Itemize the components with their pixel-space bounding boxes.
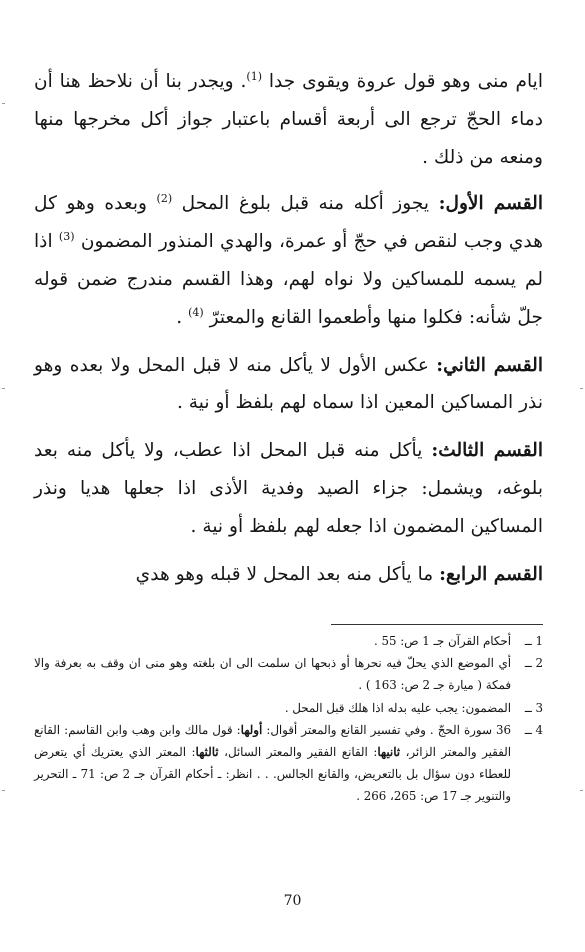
page-number: 70 xyxy=(283,893,302,909)
footnote-4-third-opinion: ثالثها xyxy=(195,745,219,760)
section-1-text-2: وبعده وهو كل هدي وجب لنقص في حجّ أو عمرة، والهدي المنذور المضمون xyxy=(34,193,544,253)
footnote-4 xyxy=(34,719,543,808)
section-4-text: ما يأكل منه بعد المحل لا قبله وهو هدي xyxy=(135,563,440,585)
section-2-text: عكس الأول لا يأكل منه لا قبل المحل ولا بعده وهو نذر المساكين المعين اذا سماه لهم بلفظ أو نية . xyxy=(34,354,543,414)
footnote-ref-2: (2) xyxy=(156,192,173,206)
footnote-4-part: 36 سورة الحجّ . وفي تفسير القانع والمعتر أقوال: xyxy=(262,722,511,737)
footnote-3 xyxy=(34,697,543,719)
footnote-text: المضمون: يجب عليه بدله اذا هلك قبل المحل . xyxy=(284,700,511,715)
footnote-2 xyxy=(34,652,543,696)
footnote-number: 4 ــ xyxy=(524,722,543,737)
section-1-heading: القسم الأول: xyxy=(438,193,543,215)
section-2-heading: القسم الثاني: xyxy=(436,354,543,376)
footnote-ref-4: (4) xyxy=(188,305,204,319)
section-1-text-4: . xyxy=(176,306,189,328)
scan-mark xyxy=(580,388,583,389)
footnote-text xyxy=(34,719,511,808)
footnote-4-part: : المعتر الذي يعتريك أي يتعرض للعطاء دون سؤال بل بالتعريض، والقانع الجالس. . . انظر: ـ أحكام القرآن جـ 2 ص: 71 ـ التحرير والتنوير جـ 17 ص: 265، 266 . xyxy=(34,745,511,804)
section-1-text-3: اذا لم يسمه للمساكين ولا نواه لهم، وهذا القسم مندرج ضمن قوله جلّ شأنه: فكلوا منها وأطعموا القانع والمعترّ xyxy=(34,231,543,328)
footnote-number: 1 ــ xyxy=(524,634,543,648)
footnotes xyxy=(34,630,543,808)
intro-paragraph xyxy=(34,63,543,176)
section-4-heading: القسم الرابع: xyxy=(439,563,543,585)
section-1-text-1: يجوز أكله منه قبل بلوغ المحل xyxy=(172,193,439,215)
main-text xyxy=(34,63,543,603)
scan-mark xyxy=(2,790,5,791)
section-1-paragraph xyxy=(34,185,543,336)
section-3-heading: القسم الثالث: xyxy=(431,440,543,462)
section-4-paragraph xyxy=(34,556,543,594)
scan-mark xyxy=(2,103,5,104)
footnote-text: أحكام القرآن جـ 1 ص: 55 . xyxy=(373,634,511,648)
scan-mark xyxy=(2,388,5,389)
footnote-ref-1: (1) xyxy=(246,69,262,83)
section-3-text: يأكل منه قبل المحل اذا عطب، ولا يأكل منه بعد بلوغه، ويشمل: جزاء الصيد وفدية الأذى اذا جعلها هديا ونذر المساكين المضمون اذا جعله لهم بلفظ أو نية . xyxy=(34,440,543,537)
footnote-4-part: : القانع الفقير والمعتر السائل، xyxy=(218,745,378,760)
section-3-paragraph xyxy=(34,432,543,545)
intro-text-1: ايام منى وهو قول عروة ويقوى جدا xyxy=(261,71,543,92)
footnote-ref-3: (3) xyxy=(58,230,75,243)
scan-mark xyxy=(580,790,583,791)
footnote-4-second-opinion: ثانيها xyxy=(377,745,401,760)
section-2-paragraph xyxy=(34,347,543,423)
footnote-4-part: : قول مالك وابن وهب وابن القاسم: القانع الفقير والمعتر الزائر، xyxy=(34,722,511,760)
intro-text-2: . ويجدر بنا أن نلاحظ هنا أن دماء الحجّ ترجع الى أربعة أقسام باعتبار جواز أكل مخرجها منها ومنعه من ذلك . xyxy=(34,71,543,168)
footnote-4-first-opinion: أولها xyxy=(240,722,263,737)
footnote-number: 2 ــ xyxy=(524,656,543,671)
footnote-separator xyxy=(331,624,543,625)
footnote-text: أي الموضع الذي يحلّ فيه نحرها أو ذبحها ان سلمت الى ان بلغته وهو منى ان وقف به بعرفة والا فمكة ( ميارة جـ 2 ص: 163 ) . xyxy=(34,656,511,693)
footnote-1 xyxy=(34,630,543,652)
footnote-number: 3 ــ xyxy=(524,700,543,715)
